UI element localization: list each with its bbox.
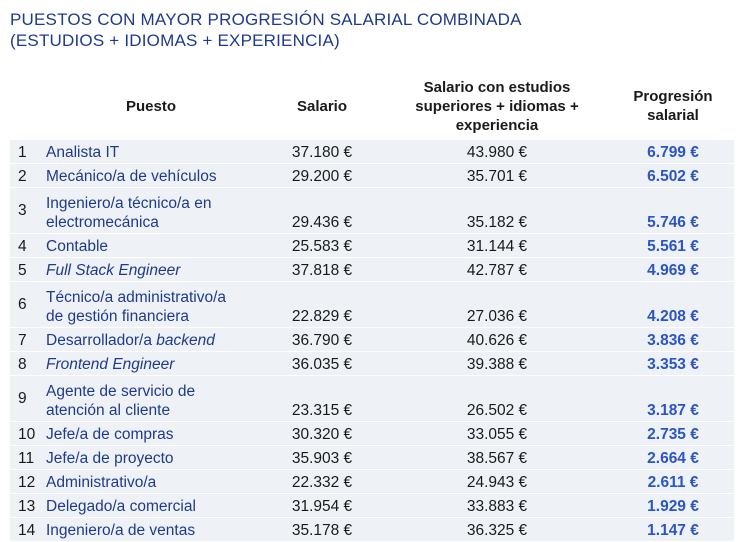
- row-salario-estudios: 38.567 €: [382, 446, 612, 470]
- row-salario-estudios: 43.980 €: [382, 140, 612, 164]
- table-row: [10, 164, 734, 188]
- row-salario: 35.178 €: [262, 518, 382, 542]
- row-progresion: 5.561 €: [612, 234, 734, 258]
- row-progresion: 4.969 €: [612, 258, 734, 282]
- page-title: [10, 9, 740, 51]
- row-number: 6: [10, 282, 40, 328]
- row-progresion: 6.799 €: [612, 140, 734, 164]
- row-salario-estudios: 27.036 €: [382, 282, 612, 328]
- row-number: 13: [10, 494, 40, 518]
- row-job-line-1: Agente de servicio de: [46, 383, 196, 400]
- row-job: Mecánico/a de vehículos: [40, 164, 262, 188]
- row-job: Jefe/a de proyecto: [40, 446, 262, 470]
- row-job: Contable: [40, 234, 262, 258]
- row-number: 7: [10, 328, 40, 352]
- row-number: 2: [10, 164, 40, 188]
- row-job-line-2: electromecánica: [46, 214, 159, 231]
- row-salario-estudios: 40.626 €: [382, 328, 612, 352]
- table-row: [10, 282, 734, 328]
- row-job: Delegado/a comercial: [40, 494, 262, 518]
- row-salario: 25.583 €: [262, 234, 382, 258]
- row-job: Full Stack Engineer: [40, 258, 262, 282]
- row-job: [40, 376, 262, 422]
- table-header-row: [10, 72, 734, 140]
- row-progresion: 5.746 €: [612, 188, 734, 234]
- row-salario: 36.790 €: [262, 328, 382, 352]
- table-row: [10, 328, 734, 352]
- title-line-1: PUESTOS CON MAYOR PROGRESIÓN SALARIAL COMBINADA: [10, 10, 522, 29]
- row-salario: 37.818 €: [262, 258, 382, 282]
- row-job-line-1: Técnico/a administrativo/a: [46, 289, 227, 306]
- row-number: 1: [10, 140, 40, 164]
- row-salario: 36.035 €: [262, 352, 382, 376]
- row-salario: 37.180 €: [262, 140, 382, 164]
- row-number: 9: [10, 376, 40, 422]
- row-job: Analista IT: [40, 140, 262, 164]
- row-progresion: 3.187 €: [612, 376, 734, 422]
- row-salario-estudios: 39.388 €: [382, 352, 612, 376]
- row-job-italic: backend: [156, 332, 215, 349]
- row-job: Jefe/a de compras: [40, 422, 262, 446]
- table-row: [10, 518, 734, 542]
- table-row: [10, 258, 734, 282]
- row-job-line-2: de gestión financiera: [46, 308, 190, 325]
- table-row: [10, 352, 734, 376]
- header-puesto: Puesto: [40, 72, 262, 140]
- table-row: [10, 234, 734, 258]
- row-salario-estudios: 36.325 €: [382, 518, 612, 542]
- row-progresion: 1.147 €: [612, 518, 734, 542]
- row-salario: 29.436 €: [262, 188, 382, 234]
- row-number: 14: [10, 518, 40, 542]
- row-salario: 30.320 €: [262, 422, 382, 446]
- row-salario-estudios: 31.144 €: [382, 234, 612, 258]
- table-row: [10, 446, 734, 470]
- table-row: [10, 494, 734, 518]
- row-number: 4: [10, 234, 40, 258]
- header-salario-estudios: Salario con estudios superiores + idiomas + experiencia: [382, 72, 612, 140]
- row-salario-estudios: 26.502 €: [382, 376, 612, 422]
- row-progresion: 2.611 €: [612, 470, 734, 494]
- header-progresion: Progresión salarial: [612, 72, 734, 140]
- row-salario: 31.954 €: [262, 494, 382, 518]
- row-salario: 22.332 €: [262, 470, 382, 494]
- header-salario: Salario: [262, 72, 382, 140]
- row-salario: 29.200 €: [262, 164, 382, 188]
- row-number: 10: [10, 422, 40, 446]
- row-salario-estudios: 33.055 €: [382, 422, 612, 446]
- row-number: 5: [10, 258, 40, 282]
- row-salario: 23.315 €: [262, 376, 382, 422]
- row-job: Frontend Engineer: [40, 352, 262, 376]
- header-number: [10, 72, 40, 140]
- row-salario-estudios: 24.943 €: [382, 470, 612, 494]
- row-progresion: 1.929 €: [612, 494, 734, 518]
- row-job: [40, 282, 262, 328]
- row-salario-estudios: 35.701 €: [382, 164, 612, 188]
- row-job-line-2: atención al cliente: [46, 402, 171, 419]
- table-row: [10, 376, 734, 422]
- row-salario-estudios: 35.182 €: [382, 188, 612, 234]
- row-job: Administrativo/a: [40, 470, 262, 494]
- row-salario: 22.829 €: [262, 282, 382, 328]
- title-line-2: (ESTUDIOS + IDIOMAS + EXPERIENCIA): [10, 31, 340, 50]
- table-row: [10, 188, 734, 234]
- row-number: 8: [10, 352, 40, 376]
- row-progresion: 4.208 €: [612, 282, 734, 328]
- row-job: [40, 188, 262, 234]
- row-number: 3: [10, 188, 40, 234]
- row-progresion: 2.735 €: [612, 422, 734, 446]
- row-progresion: 3.353 €: [612, 352, 734, 376]
- row-job-text: Desarrollador/a: [46, 332, 152, 349]
- row-progresion: 6.502 €: [612, 164, 734, 188]
- row-progresion: 3.836 €: [612, 328, 734, 352]
- row-number: 11: [10, 446, 40, 470]
- salary-table: [10, 72, 734, 542]
- table-row: [10, 470, 734, 494]
- table-row: [10, 140, 734, 164]
- row-job-line-1: Ingeniero/a técnico/a en: [46, 195, 212, 212]
- row-salario: 35.903 €: [262, 446, 382, 470]
- row-progresion: 2.664 €: [612, 446, 734, 470]
- row-number: 12: [10, 470, 40, 494]
- row-job: Ingeniero/a de ventas: [40, 518, 262, 542]
- row-salario-estudios: 42.787 €: [382, 258, 612, 282]
- table-row: [10, 422, 734, 446]
- row-salario-estudios: 33.883 €: [382, 494, 612, 518]
- row-job: [40, 328, 262, 352]
